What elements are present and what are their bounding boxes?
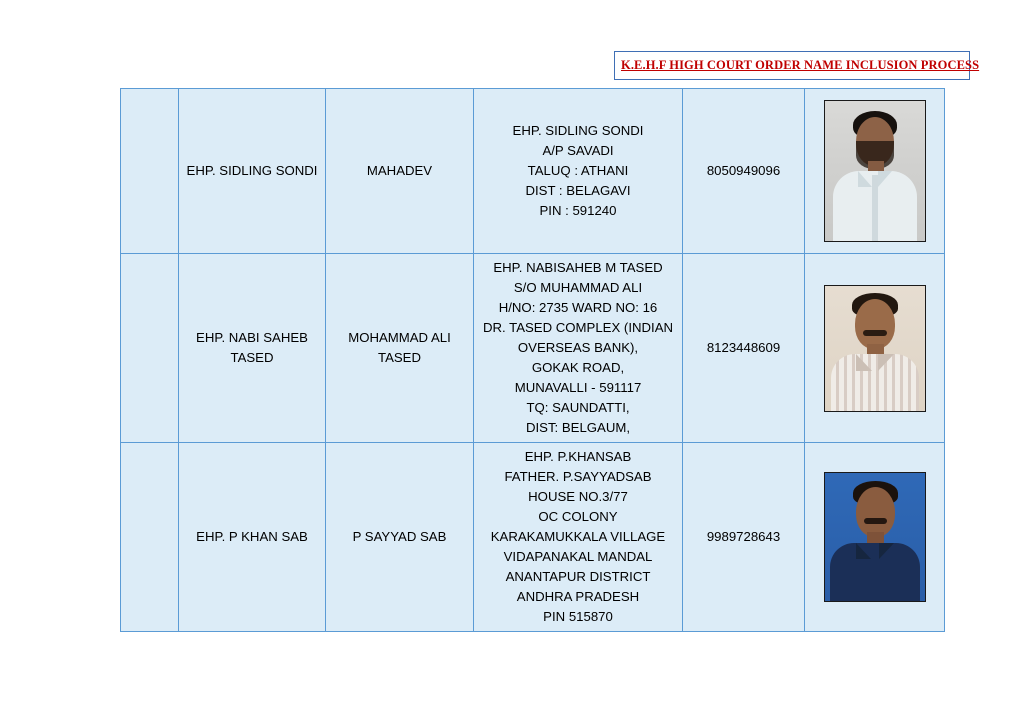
address-line: DIST: BELGAUM, — [525, 420, 631, 435]
address-line: PIN : 591240 — [539, 203, 617, 218]
address-line: KARAKAMUKKALA VILLAGE — [490, 529, 666, 544]
row-phone-cell: 8050949096 — [683, 89, 805, 254]
photo-collar-left — [858, 171, 872, 187]
portrait-photo-2 — [824, 285, 926, 412]
address-line: EHP. P.KHANSAB — [524, 449, 632, 464]
photo-face — [855, 299, 895, 349]
row-index-cell — [121, 89, 179, 254]
row-phone-cell: 9989728643 — [683, 443, 805, 632]
row-name-cell: EHP. SIDLING SONDI — [179, 89, 326, 254]
records-table-container — [120, 88, 944, 632]
row-father-cell: MAHADEV — [326, 89, 474, 254]
photo-collar-left — [856, 354, 872, 371]
row-address-cell — [474, 254, 683, 443]
photo-collar-left — [856, 543, 871, 559]
address-line: ANANTAPUR DISTRICT — [505, 569, 651, 584]
document-header — [614, 51, 980, 80]
photo-collar-right — [879, 543, 894, 559]
row-name-cell: EHP. P KHAN SAB — [179, 443, 326, 632]
row-photo-cell — [805, 254, 945, 443]
row-photo-cell — [805, 443, 945, 632]
address-line: H/NO: 2735 WARD NO: 16 — [498, 300, 658, 315]
portrait-photo-3 — [824, 472, 926, 602]
row-index-cell — [121, 443, 179, 632]
row-index-cell — [121, 254, 179, 443]
address-line: PIN 515870 — [543, 609, 613, 624]
address-line: EHP. SIDLING SONDI — [512, 123, 644, 138]
address-line: ANDHRA PRADESH — [516, 589, 640, 604]
page-title: K.E.H.F HIGH COURT ORDER NAME INCLUSION PROCESS — [621, 58, 980, 72]
row-photo-cell — [805, 89, 945, 254]
photo-shirt-placket — [872, 175, 878, 241]
address-line: TQ: SAUNDATTI, — [526, 400, 630, 415]
photo-shirt — [831, 354, 919, 411]
address-line: S/O MUHAMMAD ALI — [513, 280, 643, 295]
table-row — [121, 254, 945, 443]
address-line: DIST : BELAGAVI — [525, 183, 631, 198]
photo-moustache — [863, 330, 887, 336]
photo-collar-right — [878, 171, 892, 187]
header-title-box — [614, 51, 980, 80]
address-line: FATHER. P.SAYYADSAB — [504, 469, 652, 484]
address-line: A/P SAVADI — [542, 143, 614, 158]
photo-shirt — [830, 543, 920, 601]
address-line: HOUSE NO.3/77 — [528, 489, 628, 504]
row-address-cell — [474, 443, 683, 632]
table-row — [121, 443, 945, 632]
photo-face — [856, 487, 895, 537]
address-line: VIDAPANAKAL MANDAL — [503, 549, 653, 564]
address-line: OVERSEAS BANK), — [517, 340, 639, 355]
address-line: DR. TASED COMPLEX (INDIAN — [482, 320, 674, 335]
address-line: GOKAK ROAD, — [531, 360, 625, 375]
photo-moustache — [864, 518, 887, 524]
row-name-cell: EHP. NABI SAHEB TASED — [179, 254, 326, 443]
records-table — [120, 88, 945, 632]
address-line: TALUQ : ATHANI — [527, 163, 629, 178]
address-line: MUNAVALLI - 591117 — [514, 380, 642, 395]
address-line: EHP. NABISAHEB M TASED — [493, 260, 663, 275]
photo-collar-right — [878, 354, 894, 371]
row-address-cell — [474, 89, 683, 254]
table-row — [121, 89, 945, 254]
row-father-cell: P SAYYAD SAB — [326, 443, 474, 632]
row-father-cell: MOHAMMAD ALI TASED — [326, 254, 474, 443]
address-line: OC COLONY — [538, 509, 618, 524]
portrait-photo-1 — [824, 100, 926, 242]
row-phone-cell: 8123448609 — [683, 254, 805, 443]
